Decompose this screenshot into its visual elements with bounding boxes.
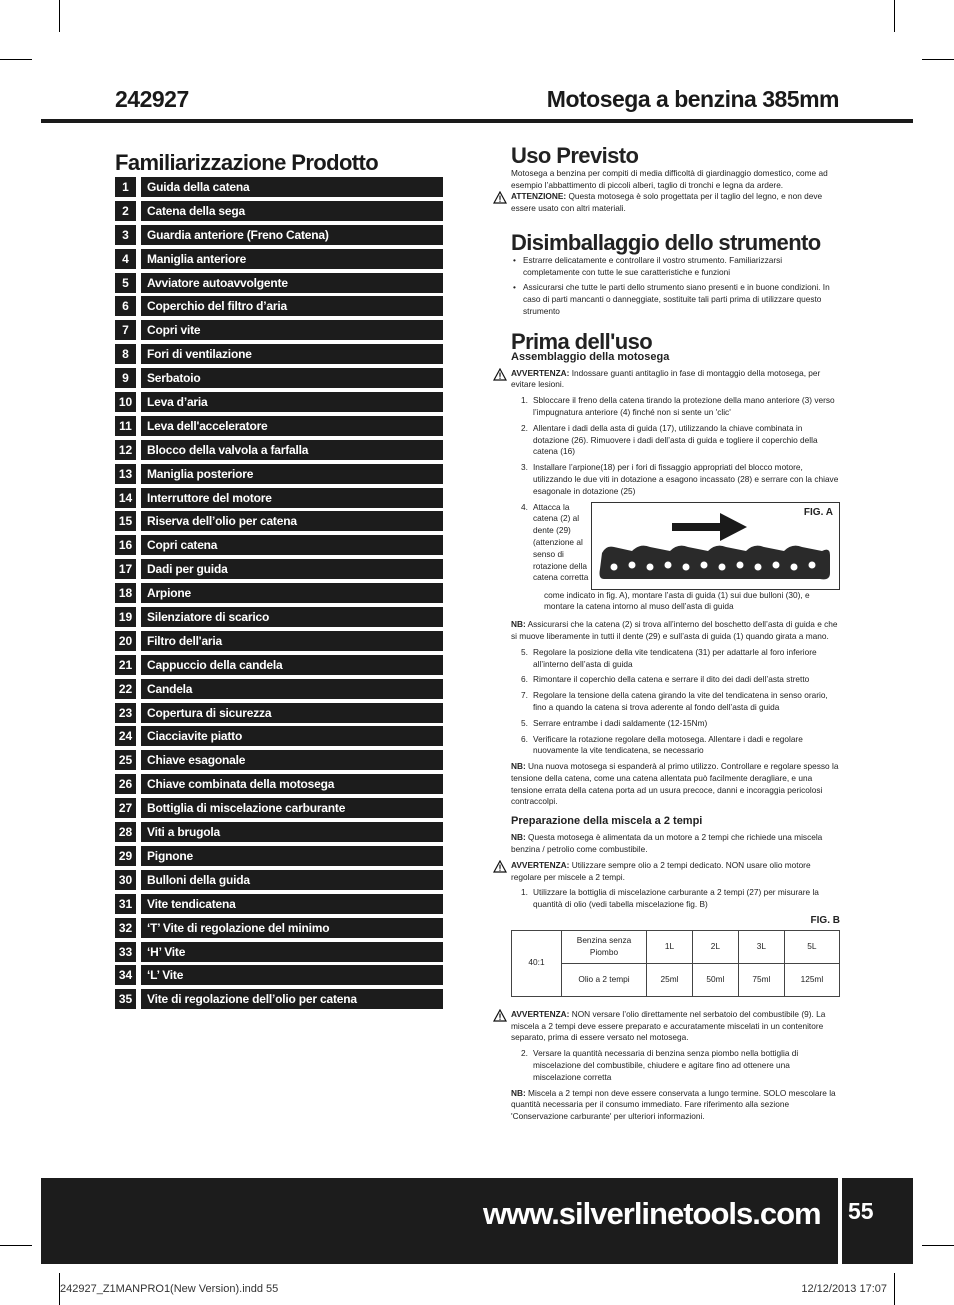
note-paragraph bbox=[511, 832, 840, 856]
part-number: 11 bbox=[115, 416, 136, 436]
part-number: 7 bbox=[115, 320, 136, 340]
parts-list-item bbox=[115, 774, 443, 794]
part-label: Guida della catena bbox=[141, 177, 443, 197]
step-item bbox=[521, 647, 840, 671]
uso-heading: Uso Previsto bbox=[511, 143, 639, 168]
part-number: 28 bbox=[115, 822, 136, 842]
part-label: Coperchio del filtro d’aria bbox=[141, 296, 443, 316]
page-title: Motosega a benzina 385mm bbox=[546, 86, 839, 112]
part-label: Ciacciavite piatto bbox=[141, 726, 443, 746]
warning-icon bbox=[493, 1009, 507, 1022]
part-label: Serbatoio bbox=[141, 368, 443, 388]
mix-row-label: Olio a 2 tempi bbox=[562, 963, 647, 996]
part-label: Candela bbox=[141, 679, 443, 699]
step-number: 4. bbox=[521, 501, 528, 512]
step-text: Utilizzare la bottiglia di miscelazione carburante a 2 tempi (27) per misurare la quantità di olio (vedi tabella miscelazione fig. B) bbox=[533, 887, 819, 910]
part-number: 17 bbox=[115, 559, 136, 579]
table-cell: 2L bbox=[692, 930, 738, 963]
warning-paragraph bbox=[511, 191, 840, 215]
part-label: Leva dell'acceleratore bbox=[141, 416, 443, 436]
part-number: 33 bbox=[115, 942, 136, 962]
date-slug: 12/12/2013 17:07 bbox=[801, 1283, 887, 1295]
mix-table bbox=[511, 930, 840, 997]
page-number: 55 bbox=[848, 1198, 874, 1224]
parts-list-item bbox=[115, 894, 443, 914]
parts-list-item bbox=[115, 870, 443, 890]
figure-a-label: FIG. A bbox=[803, 506, 833, 518]
warning-paragraph bbox=[511, 368, 840, 392]
step-text: Regolare la tensione della catena girando la vite del tendicatena in senso orario, fino a quando la catena si trova aderente al fondo dell’asta di guida bbox=[533, 690, 828, 712]
before-heading: Prima dell'uso bbox=[511, 328, 653, 354]
part-label: Chiave esagonale bbox=[141, 750, 443, 770]
step-number: 2. bbox=[521, 422, 528, 433]
bullet-item: • Estrarre delicatamente e controllare il vostro strumento. Familiarizzarsi completamente con tutte le sue caratteristiche e funzioni bbox=[523, 255, 840, 279]
note-text: Questa motosega è alimentata da un motore a 2 tempi che richiede una miscela benzina / petrolio come combustibile. bbox=[511, 832, 823, 855]
mix-row-label: Benzina senza Piombo bbox=[562, 930, 647, 963]
part-label: Cappuccio della candela bbox=[141, 655, 443, 675]
parts-list-item bbox=[115, 344, 443, 364]
mix-ratio: 40:1 bbox=[512, 930, 562, 996]
part-number: 9 bbox=[115, 368, 136, 388]
part-label: Riserva dell’olio per catena bbox=[141, 511, 443, 531]
part-label: Filtro dell'aria bbox=[141, 631, 443, 651]
note-label: NB: bbox=[511, 832, 526, 843]
unpack-heading: Disimballaggio dello strumento bbox=[511, 229, 821, 255]
note-text: Una nuova motosega si espanderà al primo utilizzo. Controllare e regolare spesso la tensione della catena, come una catena allentata può facilmente deragliare, e una tensione errata della catena porta ad un usura precoce, danni e incoraggia pericolosi contraccolpi. bbox=[511, 761, 839, 807]
step-text: Versare la quantità necessaria di benzina senza piombo nella bottiglia di miscelazione del combustibile, chiudere e agitare fino ad ottenere una miscelazione corretta bbox=[533, 1048, 799, 1082]
warning-label: AVVERTENZA: bbox=[511, 367, 570, 378]
note-text: Assicurarsi che la catena (2) si trova all’interno del boschetto dell’asta di guida e che si muove liberamente in tutti il dente (29) e sull’asta di guida (1) quando girata a mano. bbox=[511, 619, 838, 641]
parts-list-item bbox=[115, 607, 443, 627]
part-label: Fori di ventilazione bbox=[141, 344, 443, 364]
step-text: come indicato in fig. A), montare l’asta di guida (1) sui due bulloni (30), e montare la catena intorno al muso dell’asta di guida bbox=[544, 589, 810, 612]
warning-text: Indossare guanti antitaglio in fase di montaggio della motosega, per evitare lesioni. bbox=[511, 367, 821, 390]
parts-list-item bbox=[115, 392, 443, 412]
part-label: Silenziatore di scarico bbox=[141, 607, 443, 627]
parts-list-item bbox=[115, 368, 443, 388]
note-paragraph bbox=[511, 619, 840, 643]
step-number: 5. bbox=[521, 646, 528, 657]
part-number: 30 bbox=[115, 870, 136, 890]
crop-mark bbox=[922, 1245, 954, 1246]
part-number: 27 bbox=[115, 798, 136, 818]
parts-list-item bbox=[115, 201, 443, 221]
part-label: Vite tendicatena bbox=[141, 894, 443, 914]
part-number: 31 bbox=[115, 894, 136, 914]
table-cell: 3L bbox=[738, 930, 784, 963]
table-cell: 1L bbox=[647, 930, 693, 963]
figure-a bbox=[591, 502, 840, 590]
parts-list-item bbox=[115, 726, 443, 746]
part-number: 19 bbox=[115, 607, 136, 627]
part-label: Guardia anteriore (Freno Catena) bbox=[141, 225, 443, 245]
part-number: 14 bbox=[115, 488, 136, 508]
step-number: 7. bbox=[521, 690, 528, 701]
website-url: www.silverlinetools.com bbox=[483, 1196, 821, 1231]
crop-mark bbox=[894, 1273, 895, 1305]
parts-list-item bbox=[115, 655, 443, 675]
part-label: Copri catena bbox=[141, 535, 443, 555]
step-item bbox=[521, 718, 840, 730]
assembly-subheading: Assemblaggio della motosega bbox=[511, 350, 670, 363]
part-label: Catena della sega bbox=[141, 201, 443, 221]
parts-heading: Familiarizzazione Prodotto bbox=[115, 150, 379, 175]
step-item bbox=[521, 734, 840, 758]
table-cell: 50ml bbox=[692, 963, 738, 996]
warning-text: NON versare l’olio direttamente nel serbatoio del combustibile (9). La miscela a 2 tempi deve essere preparato e accuratamente miscelati in un contenitore separato, prima di essere versato nel motosega. bbox=[511, 1008, 826, 1043]
note-label: NB: bbox=[511, 619, 526, 630]
part-label: Chiave combinata della motosega bbox=[141, 774, 443, 794]
part-number: 13 bbox=[115, 464, 136, 484]
parts-list-item bbox=[115, 942, 443, 962]
part-label: Copertura di sicurezza bbox=[141, 703, 443, 723]
parts-list-item bbox=[115, 631, 443, 651]
step-item bbox=[521, 423, 840, 458]
part-number: 16 bbox=[115, 535, 136, 555]
step-item bbox=[521, 395, 840, 419]
crop-mark bbox=[0, 59, 32, 60]
part-label: Viti a brugola bbox=[141, 822, 443, 842]
part-label: Avviatore autoavvolgente bbox=[141, 273, 443, 293]
note-label: NB: bbox=[511, 761, 526, 772]
step-item bbox=[521, 1048, 840, 1083]
step-item bbox=[521, 462, 840, 497]
step-text: Verificare la rotazione regolare della motosega. Allentare i dadi e regolare nuovamente la vite tendicatena, se necessario bbox=[533, 733, 803, 756]
part-number: 2 bbox=[115, 201, 136, 221]
part-label: Leva d’aria bbox=[141, 392, 443, 412]
note-label: NB: bbox=[511, 1087, 526, 1098]
part-label: Bottiglia di miscelazione carburante bbox=[141, 798, 443, 818]
step-text: Sbloccare il freno della catena tirando la protezione della mano anteriore (3) verso l’impugnatura anteriore (4) finché non si sente un 'clic' bbox=[533, 395, 835, 417]
parts-list-item bbox=[115, 703, 443, 723]
step-text: Attacca la catena (2) al dente (29) (attenzione al senso di rotazione della catena corretta bbox=[533, 501, 589, 583]
warning-text: Questa motosega è solo progettata per il taglio del legno, e non deve essere usato con altri materiali. bbox=[511, 191, 823, 214]
part-label: Maniglia posteriore bbox=[141, 464, 443, 484]
step-number: 6. bbox=[521, 674, 528, 685]
parts-list-item bbox=[115, 511, 443, 531]
footer-divider bbox=[838, 1178, 842, 1264]
step-text: Serrare entrambe i dadi saldamente (12-15Nm) bbox=[533, 717, 708, 728]
figure-b-label: FIG. B bbox=[810, 915, 840, 927]
table-cell: 125ml bbox=[784, 963, 839, 996]
parts-list-item bbox=[115, 177, 443, 197]
part-number: 4 bbox=[115, 249, 136, 269]
step-number: 2. bbox=[521, 1048, 528, 1059]
warning-label: ATTENZIONE: bbox=[511, 191, 567, 202]
step-number: 3. bbox=[521, 462, 528, 473]
part-number: 32 bbox=[115, 918, 136, 938]
part-label: Arpione bbox=[141, 583, 443, 603]
note-paragraph bbox=[511, 761, 840, 808]
parts-list-item bbox=[115, 846, 443, 866]
warning-label: AVVERTENZA: bbox=[511, 1008, 570, 1019]
warning-icon bbox=[493, 191, 507, 204]
step-text: Allentare i dadi della asta di guida (17), utilizzando la chiave combinata in dotazione (26). Rimuovere i dadi dell’asta di guida e togliere il coperchio della catena (16) bbox=[533, 422, 818, 457]
parts-list-item bbox=[115, 583, 443, 603]
part-label: Bulloni della guida bbox=[141, 870, 443, 890]
part-number: 12 bbox=[115, 440, 136, 460]
file-slug: 242927_Z1MANPRO1(New Version).indd 55 bbox=[60, 1283, 279, 1295]
part-number: 26 bbox=[115, 774, 136, 794]
part-number: 5 bbox=[115, 273, 136, 293]
part-label: ‘T’ Vite di regolazione del minimo bbox=[141, 918, 443, 938]
warning-paragraph bbox=[511, 860, 840, 884]
part-number: 1 bbox=[115, 177, 136, 197]
part-number: 20 bbox=[115, 631, 136, 651]
step-text: Regolare la posizione della vite tendicatena (31) per adattarle al foro inferiore all’interno dell’asta di guida bbox=[533, 646, 817, 669]
warning-label: AVVERTENZA: bbox=[511, 859, 570, 870]
bullet-item: • Assicurarsi che tutte le parti dello strumento siano presenti e in buone condizioni. In caso di parti mancanti o danneggiate, sostituite tali parti prima di utilizzare questo strumento bbox=[523, 282, 840, 317]
part-number: 24 bbox=[115, 726, 136, 746]
note-text: Miscela a 2 tempi non deve essere conservata a lungo termine. SOLO mescolare la quantità necessaria per il consumo immediato. Fare riferimento alla sezione 'Conservazione carburante' per ulteriori informazioni. bbox=[511, 1087, 836, 1122]
parts-list-item bbox=[115, 798, 443, 818]
part-number: 34 bbox=[115, 965, 136, 985]
step-number: 1. bbox=[521, 395, 528, 406]
parts-list-item bbox=[115, 918, 443, 938]
parts-list-item bbox=[115, 965, 443, 985]
step-number: 5. bbox=[521, 717, 528, 728]
parts-list-item bbox=[115, 296, 443, 316]
parts-list-item bbox=[115, 535, 443, 555]
chain-diagram bbox=[592, 503, 839, 589]
part-number: 6 bbox=[115, 296, 136, 316]
warning-icon bbox=[493, 860, 507, 873]
warning-paragraph bbox=[511, 1009, 840, 1044]
step-item bbox=[521, 690, 840, 714]
crop-mark bbox=[894, 0, 895, 32]
parts-list-item bbox=[115, 989, 443, 1009]
parts-list-item bbox=[115, 679, 443, 699]
parts-list-item bbox=[115, 559, 443, 579]
part-number: 22 bbox=[115, 679, 136, 699]
part-number: 8 bbox=[115, 344, 136, 364]
part-number: 25 bbox=[115, 750, 136, 770]
parts-list-item bbox=[115, 822, 443, 842]
part-number: 3 bbox=[115, 225, 136, 245]
parts-list-item bbox=[115, 249, 443, 269]
warning-text: Utilizzare sempre olio a 2 tempi dedicato. NON usare olio motore regolare per miscele a 2 tempi. bbox=[511, 859, 811, 882]
part-number: 29 bbox=[115, 846, 136, 866]
part-label: ‘H’ Vite bbox=[141, 942, 443, 962]
parts-list-item bbox=[115, 320, 443, 340]
product-code: 242927 bbox=[115, 86, 189, 112]
parts-list-item bbox=[115, 464, 443, 484]
uso-text: Motosega a benzina per compiti di media difficoltà di giardinaggio domestico, come ad esempio l’abbattimento di piccoli alberi, taglio di tronchi e legna da ardere. bbox=[511, 167, 828, 190]
step-text: Installare l’arpione(18) per i fori di fissaggio appropriati del blocco motore, utilizzando le due viti in dotazione a esagono incassato (28) e serrare con la chiave esagonale in dotazione (25) bbox=[533, 462, 839, 496]
step-number: 6. bbox=[521, 733, 528, 744]
table-cell: 75ml bbox=[738, 963, 784, 996]
parts-list-item bbox=[115, 750, 443, 770]
step-item bbox=[521, 502, 590, 590]
header-rule bbox=[41, 119, 913, 123]
step-item bbox=[521, 674, 840, 686]
part-label: ‘L’ Vite bbox=[141, 965, 443, 985]
part-label: Copri vite bbox=[141, 320, 443, 340]
part-number: 10 bbox=[115, 392, 136, 412]
crop-mark bbox=[0, 1245, 32, 1246]
note-paragraph bbox=[511, 1088, 840, 1123]
mix-subheading: Preparazione della miscela a 2 tempi bbox=[511, 815, 703, 828]
part-number: 21 bbox=[115, 655, 136, 675]
part-label: Blocco della valvola a farfalla bbox=[141, 440, 443, 460]
part-label: Pignone bbox=[141, 846, 443, 866]
part-number: 15 bbox=[115, 511, 136, 531]
right-column bbox=[511, 143, 840, 1123]
part-label: Interruttore del motore bbox=[141, 488, 443, 508]
parts-list-item bbox=[115, 416, 443, 436]
part-number: 35 bbox=[115, 989, 136, 1009]
parts-list-item bbox=[115, 440, 443, 460]
part-label: Dadi per guida bbox=[141, 559, 443, 579]
part-label: Maniglia anteriore bbox=[141, 249, 443, 269]
warning-icon bbox=[493, 368, 507, 381]
part-number: 23 bbox=[115, 703, 136, 723]
step-text: Rimontare il coperchio della catena e serrare il dito dei dadi dell’asta stretto bbox=[533, 674, 810, 685]
parts-list-item bbox=[115, 488, 443, 508]
part-label: Vite di regolazione dell’olio per catena bbox=[141, 989, 443, 1009]
step-item bbox=[521, 887, 840, 911]
parts-list-item bbox=[115, 225, 443, 245]
table-cell: 25ml bbox=[647, 963, 693, 996]
rotation-arrow-icon bbox=[672, 513, 747, 541]
part-number: 18 bbox=[115, 583, 136, 603]
parts-list-item bbox=[115, 273, 443, 293]
step-number: 1. bbox=[521, 887, 528, 898]
parts-list bbox=[115, 177, 443, 1013]
table-cell: 5L bbox=[784, 930, 839, 963]
crop-mark bbox=[922, 59, 954, 60]
crop-mark bbox=[59, 0, 60, 32]
